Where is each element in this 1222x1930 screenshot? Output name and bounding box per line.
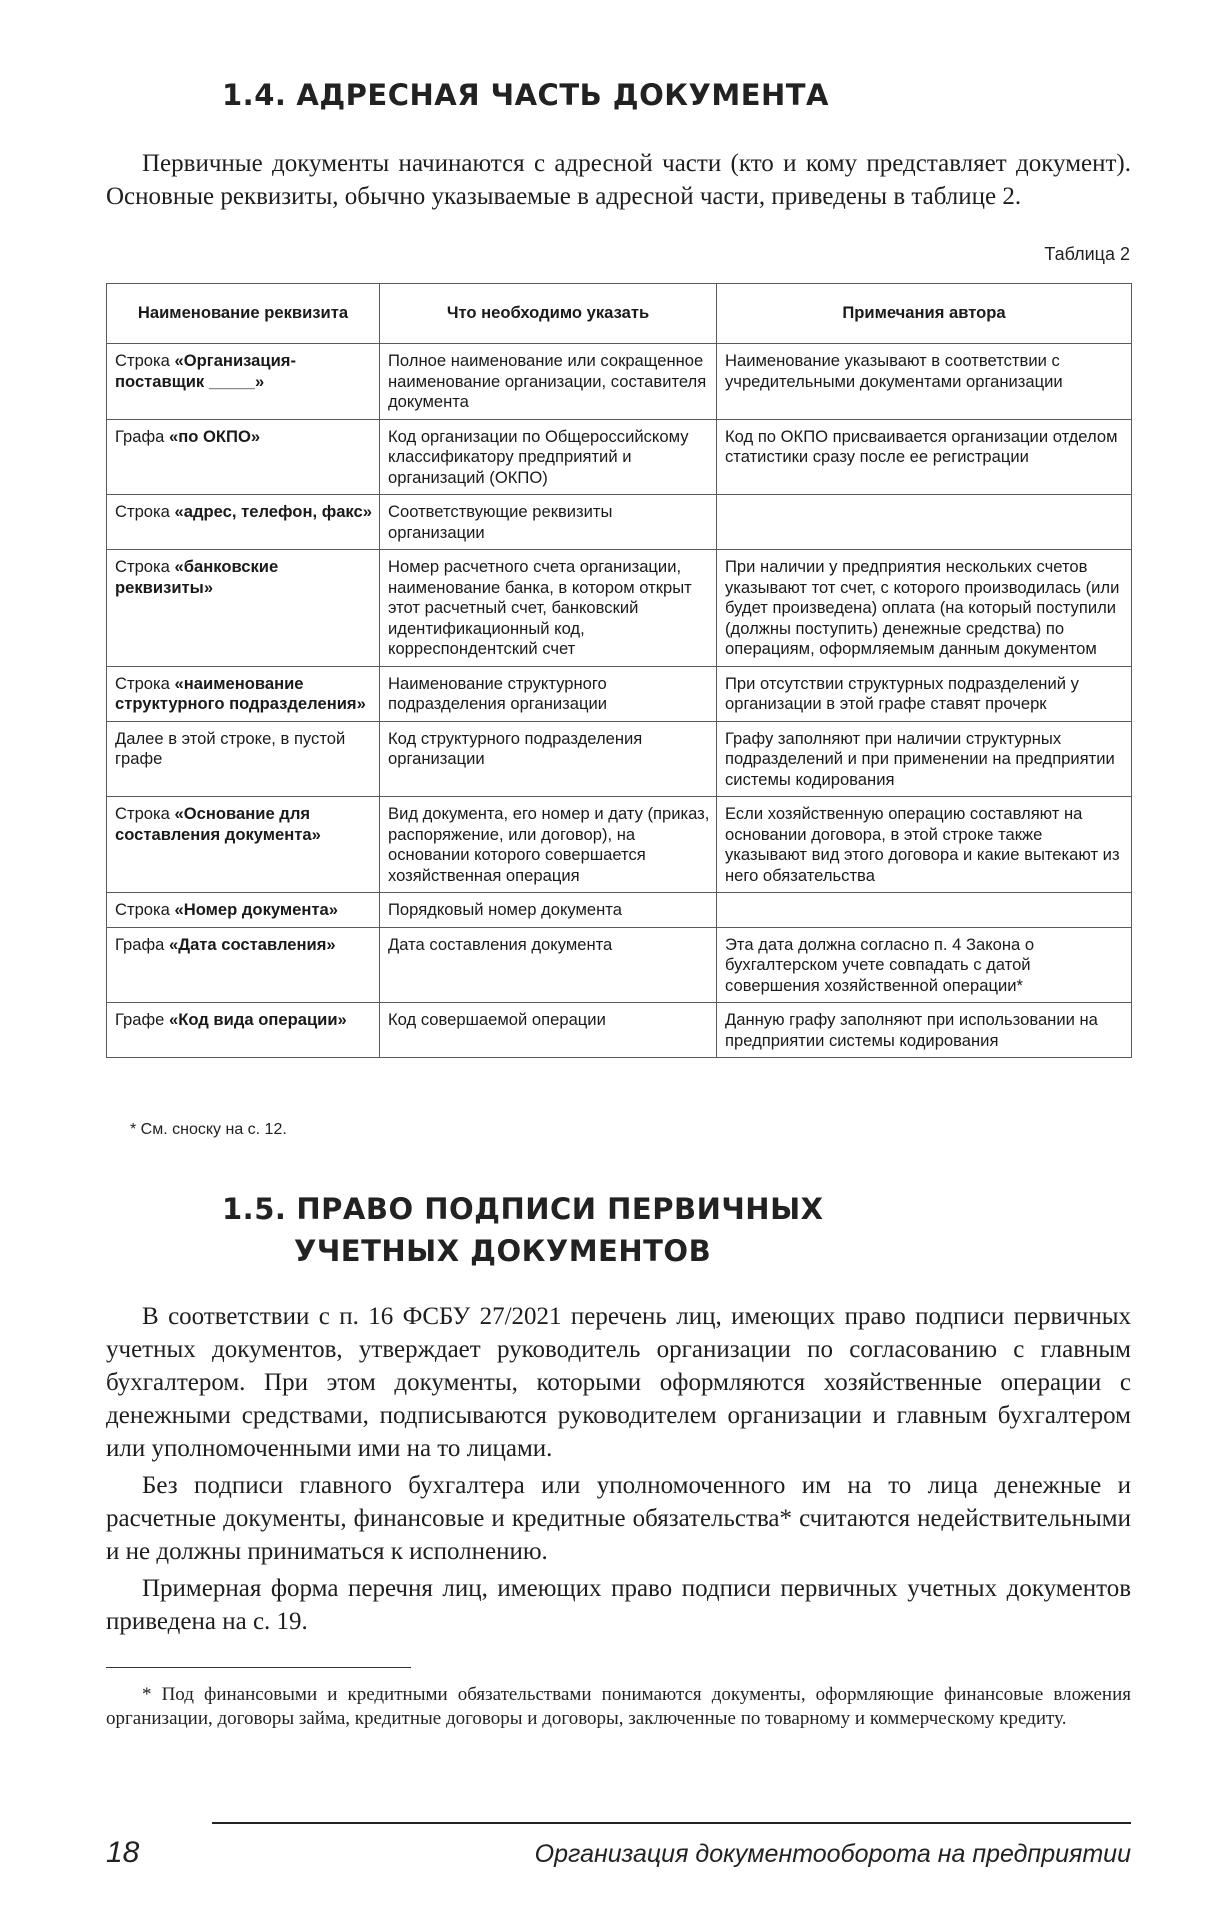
table-row <box>107 893 1132 928</box>
table-header-row <box>107 284 1132 344</box>
table-row <box>107 1003 1132 1058</box>
cell-author-notes: При отсутствии структурных подразделений у организации в этой графе ставят прочерк <box>717 666 1132 721</box>
requisite-prefix: Строка <box>115 557 175 576</box>
cell-author-notes: Графу заполняют при наличии структурных подразделений и при применении на предприятии системы кодирования <box>717 721 1132 797</box>
cell-what-to-specify: Номер расчетного счета организации, наименование банка, в котором открыт этот расчетный счет, банковский идентификационный код, корреспондентский счет <box>380 550 717 667</box>
cell-requisite <box>107 893 380 928</box>
requisite-prefix: Графа <box>115 934 170 954</box>
requisites-table <box>106 283 1132 1058</box>
cell-requisite <box>107 1003 380 1058</box>
requisite-name: «Основание для составления документа» <box>115 804 321 844</box>
requisite-name: «Организация-поставщик _____» <box>115 351 297 391</box>
cell-requisite <box>107 797 380 893</box>
running-title: Организация документооборота на предприятии <box>534 1840 1131 1868</box>
table-footnote: * См. сноску на с. 12. <box>130 1121 287 1138</box>
section-number: 1.5. <box>222 1192 287 1226</box>
cell-what-to-specify: Соответствующие реквизиты организации <box>380 495 717 550</box>
cell-what-to-specify: Код организации по Общероссийскому классификатору предприятий и организаций (ОКПО) <box>380 419 717 495</box>
page-footnote: * Под финансовыми и кредитными обязательствами понимаются документы, оформляющие финансовые вложения организации, договоры займа, кредитные договоры и договоры, заключенные по товарному и коммерческому кредиту. <box>106 1684 1131 1729</box>
footnote-divider <box>106 1667 411 1668</box>
cell-what-to-specify: Полное наименование или сокращенное наименование организации, составителя документа <box>380 344 717 420</box>
cell-author-notes: Эта дата должна согласно п. 4 Закона о бухгалтерском учете совпадать с датой совершения хозяйственной операции* <box>717 927 1132 1003</box>
body-paragraph: Без подписи главного бухгалтера или уполномоченного им на то лица денежные и расчетные документы, финансовые и кредитные обязательства* считаются недействительными и не должны приниматься к исполнению. <box>106 1472 1131 1565</box>
requisite-prefix: Далее в этой строке, в пустой графе <box>115 728 346 768</box>
section-1-5-body <box>106 1300 1131 1638</box>
cell-author-notes <box>717 495 1132 550</box>
cell-author-notes: При наличии у предприятия нескольких счетов указывают тот счет, с которого производилась (или будет произведена) оплата (на который поступили (должны поступить) денежные средства) по операциям, оформляемым данным документом <box>717 550 1132 667</box>
section-number: 1.4. <box>222 78 287 112</box>
cell-what-to-specify: Порядковый номер документа <box>380 893 717 928</box>
cell-requisite <box>107 927 380 1003</box>
requisite-prefix: Строка <box>115 900 175 919</box>
header-requisite: Наименование реквизита <box>107 284 380 344</box>
section-heading-1-4 <box>222 78 829 112</box>
body-paragraph: В соответствии с п. 16 ФСБУ 27/2021 перечень лиц, имеющих право подписи первичных учетных документов, утверждает руководитель организации по согласованию с главным бухгалтером. При этом документы, которыми оформляются хозяйственные операции с денежными средствами, подписываются руководителем организации и главным бухгалтером или уполномоченными ими на то лицами. <box>106 1303 1131 1462</box>
cell-what-to-specify: Код совершаемой операции <box>380 1003 717 1058</box>
intro-paragraph: Первичные документы начинаются с адресной части (кто и кому представляет документ). Основные реквизиты, обычно указываемые в адресной части, приведены в таблице 2. <box>106 150 1131 210</box>
cell-what-to-specify: Код структурного подразделения организации <box>380 721 717 797</box>
table-row <box>107 721 1132 797</box>
cell-requisite <box>107 550 380 667</box>
page-number: 18 <box>106 1836 140 1869</box>
cell-requisite <box>107 419 380 495</box>
table-row <box>107 927 1132 1003</box>
cell-author-notes <box>717 893 1132 928</box>
cell-author-notes: Данную графу заполняют при использовании на предприятии системы кодирования <box>717 1003 1132 1058</box>
footer-rule <box>212 1822 1131 1824</box>
cell-requisite <box>107 344 380 420</box>
cell-what-to-specify: Дата составления документа <box>380 927 717 1003</box>
requisite-name: «адрес, телефон, факс» <box>174 502 372 521</box>
cell-author-notes: Наименование указывают в соответствии с учредительными документами организации <box>717 344 1132 420</box>
section-title: АДРЕСНАЯ ЧАСТЬ ДОКУМЕНТА <box>296 78 830 112</box>
table-row <box>107 797 1132 893</box>
requisite-name: «наименование структурного подразделения» <box>115 673 366 713</box>
requisite-prefix: Графе <box>115 1010 170 1029</box>
table-row <box>107 344 1132 420</box>
body-paragraph: Примерная форма перечня лиц, имеющих право подписи первичных учетных документов приведена на с. 19. <box>106 1575 1131 1635</box>
cell-author-notes: Код по ОКПО присваивается организации отделом статистики сразу после ее регистрации <box>717 419 1132 495</box>
cell-requisite <box>107 721 380 797</box>
requisite-name: «Номер документа» <box>174 900 338 919</box>
requisite-name: «Дата составления» <box>169 934 336 954</box>
cell-what-to-specify: Наименование структурного подразделения организации <box>380 666 717 721</box>
cell-author-notes: Если хозяйственную операцию составляют на основании договора, в этой строке также указывают вид этого договора и какие вытекают из него обязательства <box>717 797 1132 893</box>
requisite-prefix: Строка <box>115 673 175 693</box>
requisite-name: «по ОКПО» <box>169 426 261 446</box>
requisite-name: «банковские реквизиты» <box>115 557 279 597</box>
requisite-prefix: Графа <box>115 426 170 446</box>
table-label: Таблица 2 <box>1044 244 1130 264</box>
cell-requisite <box>107 666 380 721</box>
table-row <box>107 419 1132 495</box>
cell-requisite <box>107 495 380 550</box>
header-what-to-specify: Что необходимо указать <box>380 284 717 344</box>
requisite-name: «Код вида операции» <box>169 1010 347 1029</box>
requisite-prefix: Строка <box>115 502 175 521</box>
table-row <box>107 495 1132 550</box>
header-author-notes: Примечания автора <box>717 284 1132 344</box>
section-heading-1-5 <box>222 1188 823 1272</box>
requisite-prefix: Строка <box>115 804 175 823</box>
table-row <box>107 550 1132 667</box>
section-title-line2: УЧЕТНЫХ ДОКУМЕНТОВ <box>294 1234 712 1268</box>
requisite-prefix: Строка <box>115 351 175 370</box>
table-row <box>107 666 1132 721</box>
cell-what-to-specify: Вид документа, его номер и дату (приказ, распоряжение, или договор), на основании которого совершается хозяйственная операция <box>380 797 717 893</box>
section-title-line1: ПРАВО ПОДПИСИ ПЕРВИЧНЫХ <box>296 1192 824 1226</box>
